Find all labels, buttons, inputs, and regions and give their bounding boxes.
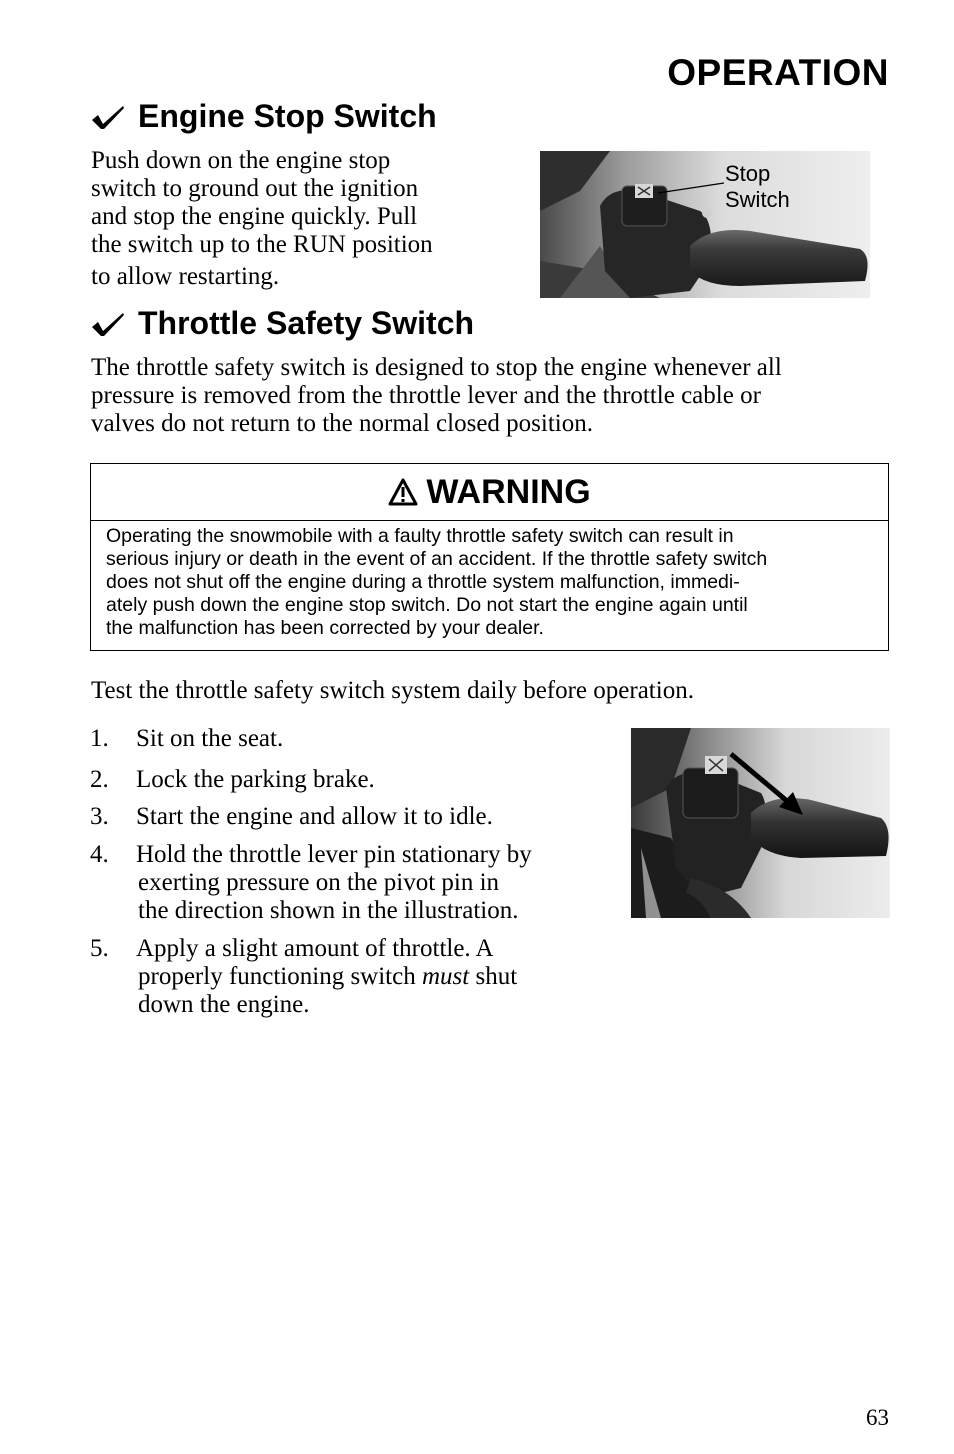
- step-number: 3.: [90, 803, 109, 830]
- paragraph-line: The throttle safety switch is designed to stop the engine whenever all: [91, 354, 782, 381]
- step-text: exerting pressure on the pivot pin in: [138, 869, 500, 896]
- step-text: shut: [475, 963, 518, 990]
- test-intro-text: Test the throttle safety switch system daily before operation.: [91, 677, 694, 704]
- warning-triangle-icon: [388, 478, 418, 506]
- throttle-photo: [631, 728, 890, 918]
- step-number: 4.: [90, 841, 109, 868]
- engine-stop-heading: [90, 98, 437, 135]
- handlebar-illustration: [540, 151, 870, 298]
- step-text: Sit on the seat.: [136, 725, 284, 752]
- warning-line: does not shut off the engine during a throttle system malfunction, immedi-: [106, 571, 740, 593]
- warning-line: serious injury or death in the event of an accident. If the throttle safety switch: [106, 548, 768, 570]
- step-number: 1.: [90, 725, 109, 752]
- paragraph-line: and stop the engine quickly. Pull: [91, 203, 418, 230]
- stop-switch-photo: [540, 151, 870, 298]
- engine-stop-paragraph: [91, 147, 433, 291]
- step-text: Hold the throttle lever pin stationary by: [136, 841, 532, 868]
- paragraph-line: switch to ground out the ignition: [91, 175, 419, 202]
- step-text: Lock the parking brake.: [136, 766, 375, 793]
- list-item: [90, 803, 493, 831]
- throttle-illustration: [631, 728, 890, 918]
- engine-stop-heading-text: Engine Stop Switch: [138, 98, 437, 134]
- step-number: 5.: [90, 935, 109, 962]
- throttle-safety-paragraph: [91, 354, 782, 438]
- step-text: Apply a slight amount of throttle. A: [136, 935, 494, 962]
- throttle-safety-heading: [90, 305, 474, 342]
- step-text: properly functioning switch: [138, 963, 416, 990]
- test-intro: [91, 677, 694, 705]
- warning-title-text: WARNING: [426, 472, 591, 511]
- paragraph-line: to allow restarting.: [91, 263, 280, 290]
- warning-line: ately push down the engine stop switch. Do not start the engine again until: [106, 594, 748, 616]
- paragraph-line: Push down on the engine stop: [91, 147, 391, 174]
- list-item: [90, 841, 532, 925]
- step-number: 2.: [90, 766, 109, 793]
- paragraph-line: valves do not return to the normal closed position.: [91, 410, 593, 437]
- warning-title: [91, 464, 888, 521]
- warning-body: [91, 521, 888, 640]
- paragraph-line: the switch up to the RUN position: [91, 231, 433, 258]
- list-item: [90, 766, 375, 794]
- paragraph-line: pressure is removed from the throttle lever and the throttle cable or: [91, 382, 761, 409]
- step-text: the direction shown in the illustration.: [138, 897, 519, 924]
- step-text: Start the engine and allow it to idle.: [136, 803, 493, 830]
- checkmark-icon: [90, 104, 126, 130]
- step-text: down the engine.: [138, 991, 310, 1018]
- checkmark-icon: [90, 311, 126, 337]
- stop-switch-label: [725, 161, 790, 213]
- warning-box: [90, 463, 889, 651]
- warning-line: Operating the snowmobile with a faulty throttle safety switch can result in: [106, 525, 734, 547]
- label-line: Switch: [725, 187, 790, 212]
- warning-line: the malfunction has been corrected by your dealer.: [106, 617, 544, 639]
- throttle-safety-heading-text: Throttle Safety Switch: [138, 305, 475, 341]
- list-item: [90, 935, 517, 1019]
- emphasis-text: must: [421, 963, 470, 990]
- section-title: OPERATION: [667, 52, 889, 93]
- label-line: Stop: [725, 161, 771, 186]
- page-number: 63: [866, 1405, 889, 1430]
- list-item: [90, 725, 283, 753]
